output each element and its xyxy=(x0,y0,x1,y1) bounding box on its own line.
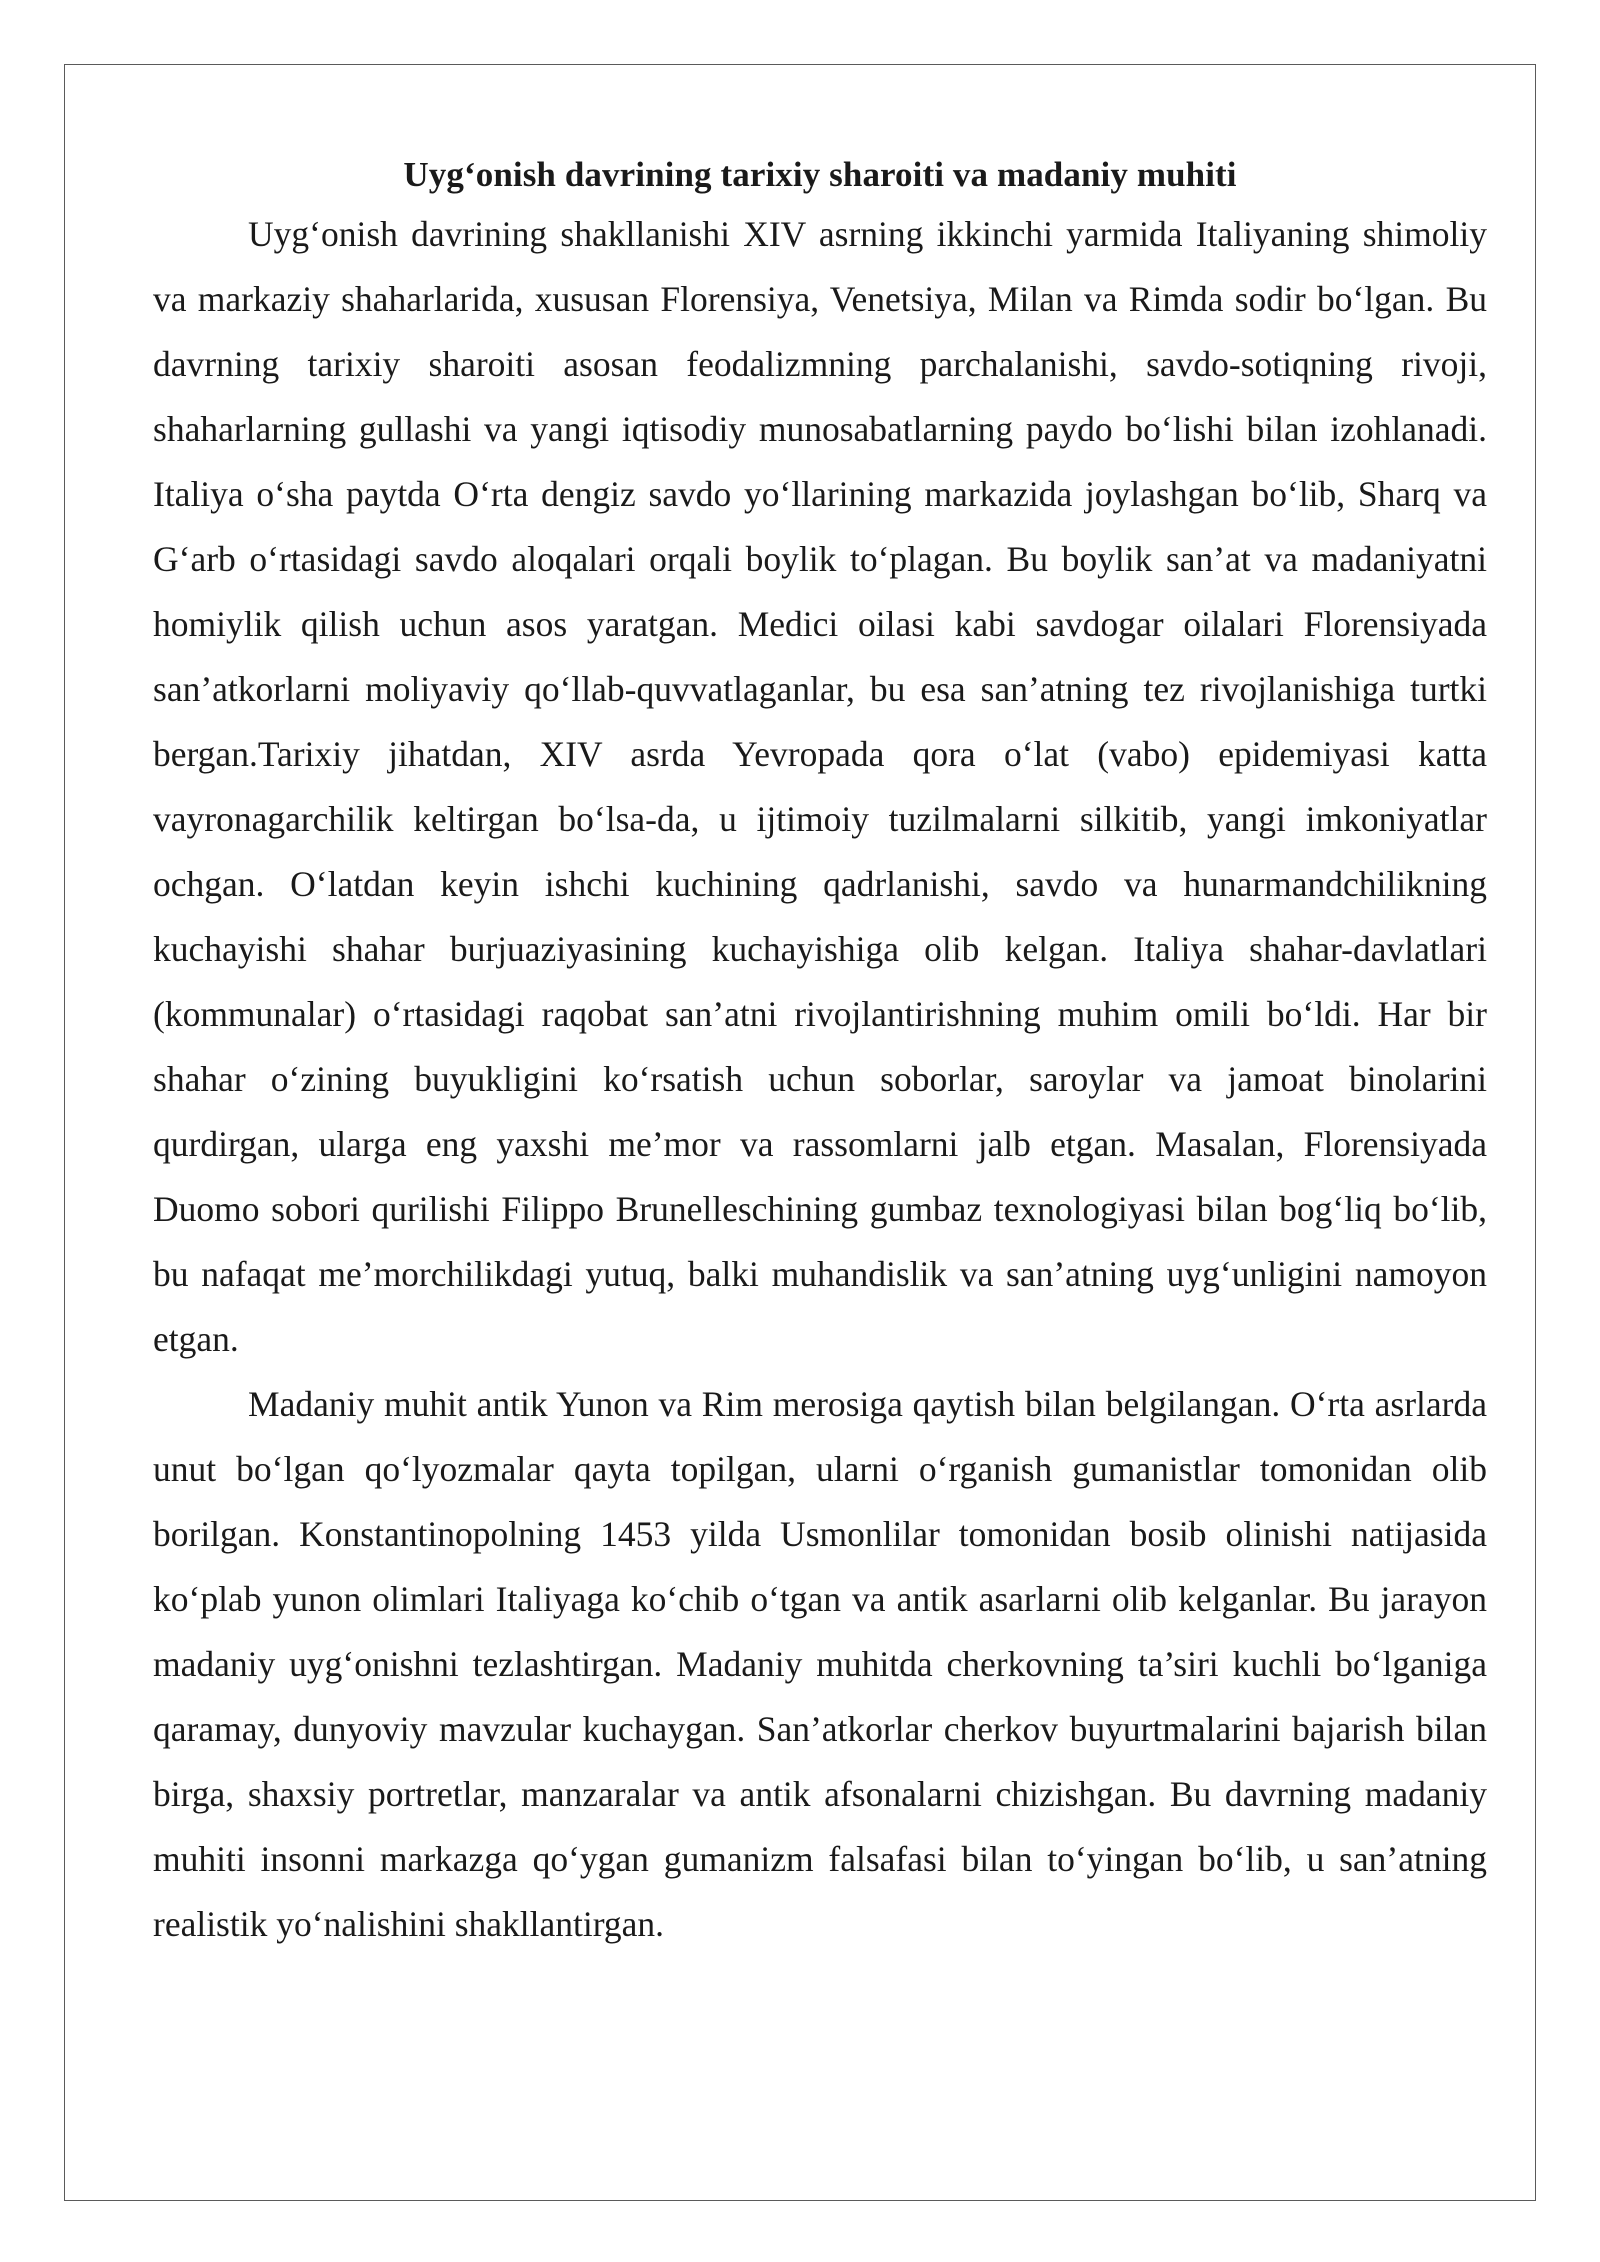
paragraph-historical-conditions: Uyg‘onish davrining shakllanishi XIV asrning ikkinchi yarmida Italiyaning shimoliy va markaziy shaharlarida, xususan Florensiya, Venetsiya, Milan va Rimda sodir bo‘lgan. Bu davrning tarixiy sharoiti asosan feodalizmning parchalanishi, savdo-sotiqning rivoji, shaharlarning gullashi va yangi iqtisodiy munosabatlarning paydo bo‘lishi bilan izohlanadi. Italiya o‘sha paytda O‘rta dengiz savdo yo‘llarining markazida joylashgan bo‘lib, Sharq va G‘arb o‘rtasidagi savdo aloqalari orqali boylik to‘plagan. Bu boylik san’at va madaniyatni homiylik qilish uchun asos yaratgan. Medici oilasi kabi savdogar oilalari Florensiyada san’atkorlarni moliyaviy qo‘llab-quvvatlaganlar, bu esa san’atning tez rivojlanishiga turtki bergan.Tarixiy jihatdan, XIV asrda Yevropada qora o‘lat (vabo) epidemiyasi katta vayronagarchilik keltirgan bo‘lsa-da, u ijtimoiy tuzilmalarni silkitib, yangi imkoniyatlar ochgan. O‘latdan keyin ishchi kuchining qadrlanishi, savdo va hunarmandchilikning kuchayishi shahar burjuaziyasining kuchayishiga olib kelgan. Italiya shahar-davlatlari (kommunalar) o‘rtasidagi raqobat san’atni rivojlantirishning muhim omili bo‘ldi. Har bir shahar o‘zining buyukligini ko‘rsatish uchun soborlar, saroylar va jamoat binolarini qurdirgan, ularga eng yaxshi me’mor va rassomlarni jalb etgan. Masalan, Florensiyada Duomo sobori qurilishi Filippo Brunelleschining gumbaz texnologiyasi bilan bog‘liq bo‘lib, bu nafaqat me’morchilikdagi yutuq, balki muhandislik va san’atning uyg‘unligini namoyon etgan. xyxy=(153,214,1487,1359)
document-title: Uyg‘onish davrining tarixiy sharoiti va madaniy muhiti xyxy=(403,155,1237,194)
paragraph-cultural-environment: Madaniy muhit antik Yunon va Rim merosiga qaytish bilan belgilangan. O‘rta asrlarda unut bo‘lgan qo‘lyozmalar qayta topilgan, ularni o‘rganish gumanistlar tomonidan olib borilgan. Konstantinopolning 1453 yilda Usmonlilar tomonidan bosib olinishi natijasida ko‘plab yunon olimlari Italiyaga ko‘chib o‘tgan va antik asarlarni olib kelganlar. Bu jarayon madaniy uyg‘onishni tezlashtirgan. Madaniy muhitda cherkovning ta’siri kuchli bo‘lganiga qaramay, dunyoviy mavzular kuchaygan. San’atkorlar cherkov buyurtmalarini bajarish bilan birga, shaxsiy portretlar, manzaralar va antik afsonalarni chizishgan. Bu davrning madaniy muhiti insonni markazga qo‘ygan gumanizm falsafasi bilan to‘yingan bo‘lib, u san’atning realistik yo‘nalishini shakllantirgan. xyxy=(153,1384,1487,1944)
document-body xyxy=(153,148,1487,1957)
